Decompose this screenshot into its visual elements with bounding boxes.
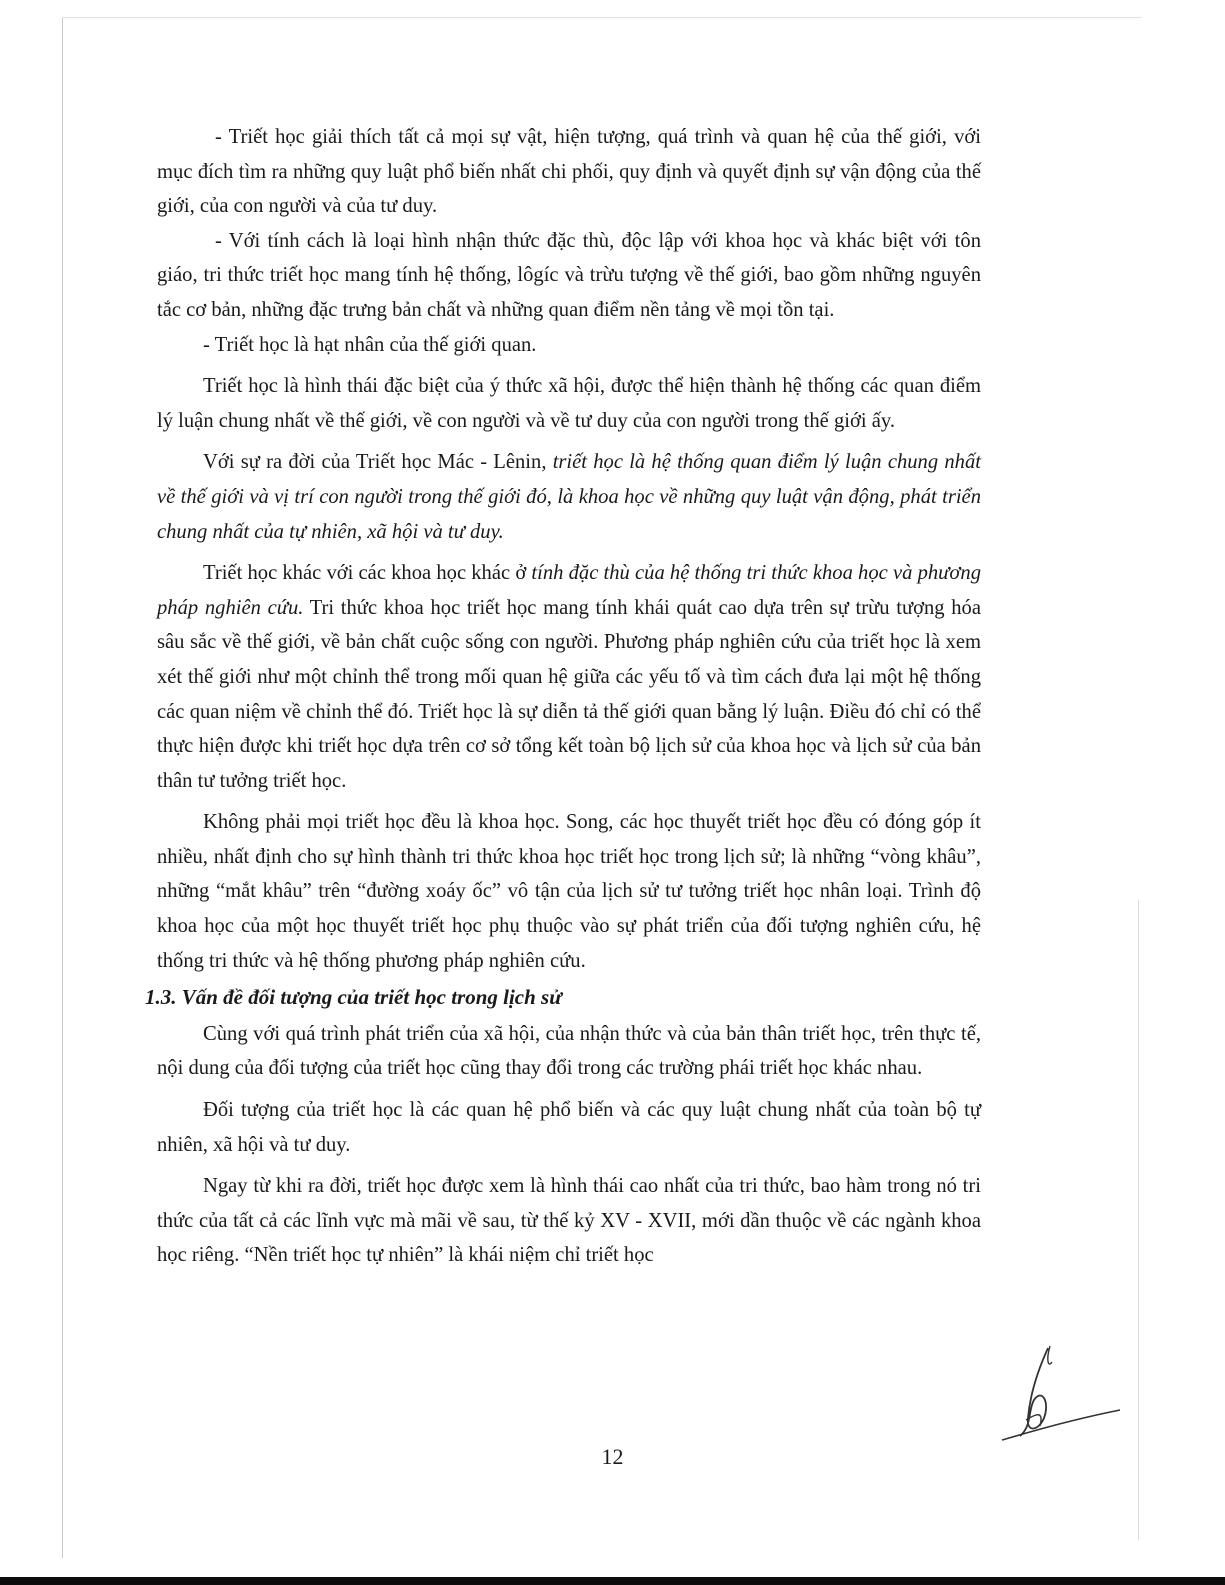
signature-mark bbox=[990, 1340, 1130, 1450]
paragraph-special-cognition: - Với tính cách là loại hình nhận thức đặc thù, độc lập với khoa học và khác biệt với tôn giáo, tri thức triết học mang tính hệ thống, lôgíc và trừu tượng về thế giới, bao gồm những nguyên tắc cơ bản, những đặc trưng bản chất và những quan điểm nền tảng về mọi tồn tại. bbox=[157, 229, 981, 321]
paragraph-distinct-from-sciences bbox=[157, 556, 981, 798]
distinct-intro: Triết học khác với các khoa học khác ở bbox=[203, 562, 532, 585]
page-number: 12 bbox=[601, 1444, 624, 1469]
page-body bbox=[145, 120, 981, 1273]
page-edge-left bbox=[62, 18, 63, 1558]
paragraph-highest-knowledge: Ngay từ khi ra đời, triết học được xem là hình thái cao nhất của tri thức, bao hàm trong nó tri thức của tất cả các lĩnh vực mà mãi về sau, từ thế kỷ XV - XVII, mới dần thuộc về các ngành khoa học riêng. “Nền triết học tự nhiên” là khái niệm chỉ triết học bbox=[157, 1175, 981, 1267]
paragraph-social-consciousness: Triết học là hình thái đặc biệt của ý thức xã hội, được thể hiện thành hệ thống các quan điểm lý luận chung nhất về thế giới, về con người và về tư duy của con người trong thế giới ấy. bbox=[157, 375, 981, 432]
paragraph-not-all-philosophy-science: Không phải mọi triết học đều là khoa học. Song, các học thuyết triết học đều có đóng góp ít nhiều, nhất định cho sự hình thành tri thức khoa học triết học trong lịch sử; là những “vòng khâu”, những “mắt khâu” trên “đường xoáy ốc” vô tận của lịch sử tư tưởng triết học nhân loại. Trình độ khoa học của một học thuyết triết học phụ thuộc vào sự phát triển của đối tượng nghiên cứu, hệ thống tri thức và hệ thống phương pháp nghiên cứu. bbox=[157, 811, 981, 972]
paragraph-marx-lenin-definition bbox=[157, 445, 981, 549]
page-edge-top bbox=[62, 17, 1142, 18]
marx-lenin-definition-italic: triết học là hệ thống quan điểm lý luận chung nhất về thế giới và vị trí con người trong thế giới đó, là khoa học về những quy luật vận động, phát triển chung nhất của tự nhiên, xã hội và tư duy. bbox=[157, 451, 981, 543]
distinct-italic: tính đặc thù của hệ thống tri thức khoa học và phương pháp nghiên cứu. bbox=[157, 562, 981, 619]
distinct-rest: Tri thức khoa học triết học mang tính khái quát cao dựa trên sự trừu tượng hóa sâu sắc về thế giới, về bản chất cuộc sống con người. Phương pháp nghiên cứu của triết học là xem xét thế giới như một chỉnh thể trong mối quan hệ giữa các yếu tố và tìm cách đưa lại một hệ thống các quan niệm về chỉnh thể đó. Triết học là sự diễn tả thế giới quan bằng lý luận. Điều đó chỉ có thể thực hiện được khi triết học dựa trên cơ sở tổng kết toàn bộ lịch sử của khoa học và lịch sử của bản thân tư tưởng triết học. bbox=[157, 596, 981, 792]
paragraph-object-definition: Đối tượng của triết học là các quan hệ phổ biến và các quy luật chung nhất của toàn bộ tự nhiên, xã hội và tư duy. bbox=[157, 1099, 981, 1156]
section-heading: 1.3. Vấn đề đối tượng của triết học trong lịch sử bbox=[145, 985, 562, 1010]
page-edge-bottom bbox=[0, 1577, 1225, 1585]
paragraph-worldview-core: - Triết học là hạt nhân của thế giới quan. bbox=[203, 333, 537, 356]
paragraph-philosophy-explains: - Triết học giải thích tất cả mọi sự vật, hiện tượng, quá trình và quan hệ của thế giới, với mục đích tìm ra những quy luật phổ biến nhất chi phối, quy định và quyết định sự vận động của thế giới, của con người và của tư duy. bbox=[157, 126, 981, 218]
paragraph-object-changes: Cùng với quá trình phát triển của xã hội, của nhận thức và của bản thân triết học, trên thực tế, nội dung của đối tượng của triết học cũng thay đổi trong các trường phái triết học khác nhau. bbox=[157, 1022, 981, 1080]
marx-lenin-intro: Với sự ra đời của Triết học Mác - Lênin, bbox=[203, 451, 553, 474]
